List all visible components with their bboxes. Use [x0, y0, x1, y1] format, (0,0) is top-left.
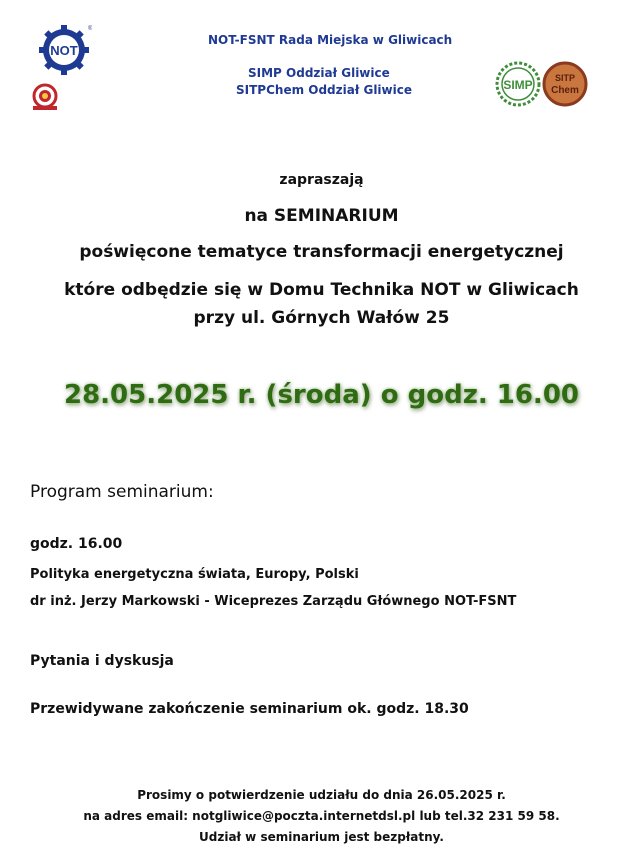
program-qa: Pytania i dyskusja: [30, 653, 174, 669]
program-title: Program seminarium:: [30, 482, 214, 502]
sitpchem-logo-text-top: SITP: [554, 73, 576, 83]
invite-line-2: na SEMINARIUM: [244, 206, 399, 226]
org-simp: SIMP Oddział Gliwice: [248, 66, 390, 80]
sitpchem-logo: [541, 60, 589, 108]
seminar-date: 28.05.2025 r. (środa) o godz. 16.00: [63, 380, 579, 410]
invite-line-5: przy ul. Górnych Wałów 25: [193, 308, 450, 328]
sitpchem-logo-text-bottom: Chem: [551, 85, 579, 96]
not-logo: [36, 22, 92, 78]
footer-line-2: na adres email: notgliwice@poczta.internetdsl.pl lub tel.32 231 59 58.: [83, 809, 560, 823]
program-time: godz. 16.00: [30, 536, 123, 552]
simp-logo-text: SIMP: [503, 78, 533, 92]
invite-line-3: poświęcone tematyce transformacji energetycznej: [79, 242, 564, 262]
seal-logo: [30, 82, 60, 112]
footer-line-1: Prosimy o potwierdzenie udziału do dnia 26.05.2025 r.: [137, 788, 506, 802]
not-logo-text: NOT: [50, 43, 78, 58]
program-speaker: dr inż. Jerzy Markowski - Wiceprezes Zarządu Głównego NOT-FSNT: [30, 594, 517, 609]
footer-line-3: Udział w seminarium jest bezpłatny.: [199, 830, 444, 844]
org-main: NOT-FSNT Rada Miejska w Gliwicach: [208, 33, 453, 47]
invite-line-1: zapraszają: [279, 172, 364, 188]
program-topic: Polityka energetyczna świata, Europy, Polski: [30, 567, 359, 582]
simp-logo: [494, 60, 542, 108]
program-end: Przewidywane zakończenie seminarium ok. godz. 18.30: [30, 701, 469, 717]
org-sitpchem: SITPChem Oddział Gliwice: [236, 83, 412, 97]
invite-line-4: które odbędzie się w Domu Technika NOT w Gliwicach: [64, 280, 579, 300]
svg-text:®: ®: [88, 26, 92, 32]
